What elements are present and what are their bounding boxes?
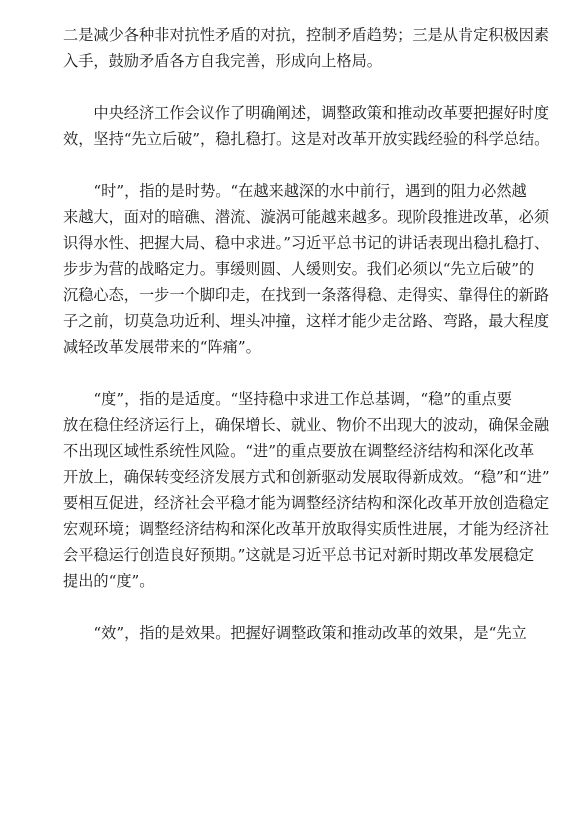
text-line: 二是减少各种非对抗性矛盾的对抗，控制矛盾趋势；三是从肯定积极因素 [63, 26, 549, 44]
text-line: 提出的“度”。 [63, 572, 155, 590]
text-line: 开放上，确保转变经济发展方式和创新驱动发展取得新成效。“稳”和“进” [63, 468, 550, 486]
text-line: 要相互促进，经济社会平稳才能为调整经济结构和深化改革开放创造稳定 [63, 494, 549, 512]
text-line: 沉稳心态，一步一个脚印走，在找到一条落得稳、走得实、靠得住的新路 [63, 286, 549, 304]
text-line: 来越大，面对的暗礁、潜流、漩涡可能越来越多。现阶段推进改革，必须 [63, 208, 549, 226]
text-line: “度”，指的是适度。“坚持稳中求进工作总基调，“稳”的重点要 [63, 390, 512, 408]
paragraph-timing [63, 178, 550, 360]
text-line: “时”，指的是时势。“在越来越深的水中前行，遇到的阻力必然越 [63, 182, 527, 200]
text-line: 入手，鼓励矛盾各方自我完善，形成向上格局。 [63, 52, 382, 70]
text-line: 放在稳住经济运行上，确保增长、就业、物价不出现大的波动，确保金融 [63, 416, 549, 434]
text-line: 不出现区域性系统性风险。“进”的重点要放在调整经济结构和深化改革 [63, 442, 535, 460]
text-line: 子之前，切莫急功近利、埋头冲撞，这样才能少走岔路、弯路，最大程度 [63, 312, 549, 330]
paragraph-degree [63, 386, 550, 594]
text-line: 效，坚持“先立后破”，稳扎稳打。这是对改革开放实践经验的科学总结。 [63, 130, 550, 148]
paragraph-contradiction-approach [63, 22, 549, 74]
text-line: 宏观环境；调整经济结构和深化改革开放取得实质性进展，才能为经济社 [63, 520, 549, 538]
paragraph-economic-conference [63, 100, 550, 152]
document-page [63, 22, 550, 646]
text-line: “效”，指的是效果。把握好调整政策和推动改革的效果，是“先立 [63, 624, 527, 642]
text-line: 减轻改革发展带来的“阵痛”。 [63, 338, 261, 356]
paragraph-effect [63, 620, 527, 646]
text-line: 中央经济工作会议作了明确阐述，调整政策和推动改革要把握好时度 [63, 104, 549, 122]
text-line: 会平稳运行创造良好预期。”这就是习近平总书记对新时期改革发展稳定 [63, 546, 534, 564]
text-line: 步步为营的战略定力。事缓则圆、人缓则安。我们必须以“先立后破”的 [63, 260, 535, 278]
text-line: 识得水性、把握大局、稳中求进。”习近平总书记的讲话表现出稳扎稳打、 [63, 234, 550, 252]
